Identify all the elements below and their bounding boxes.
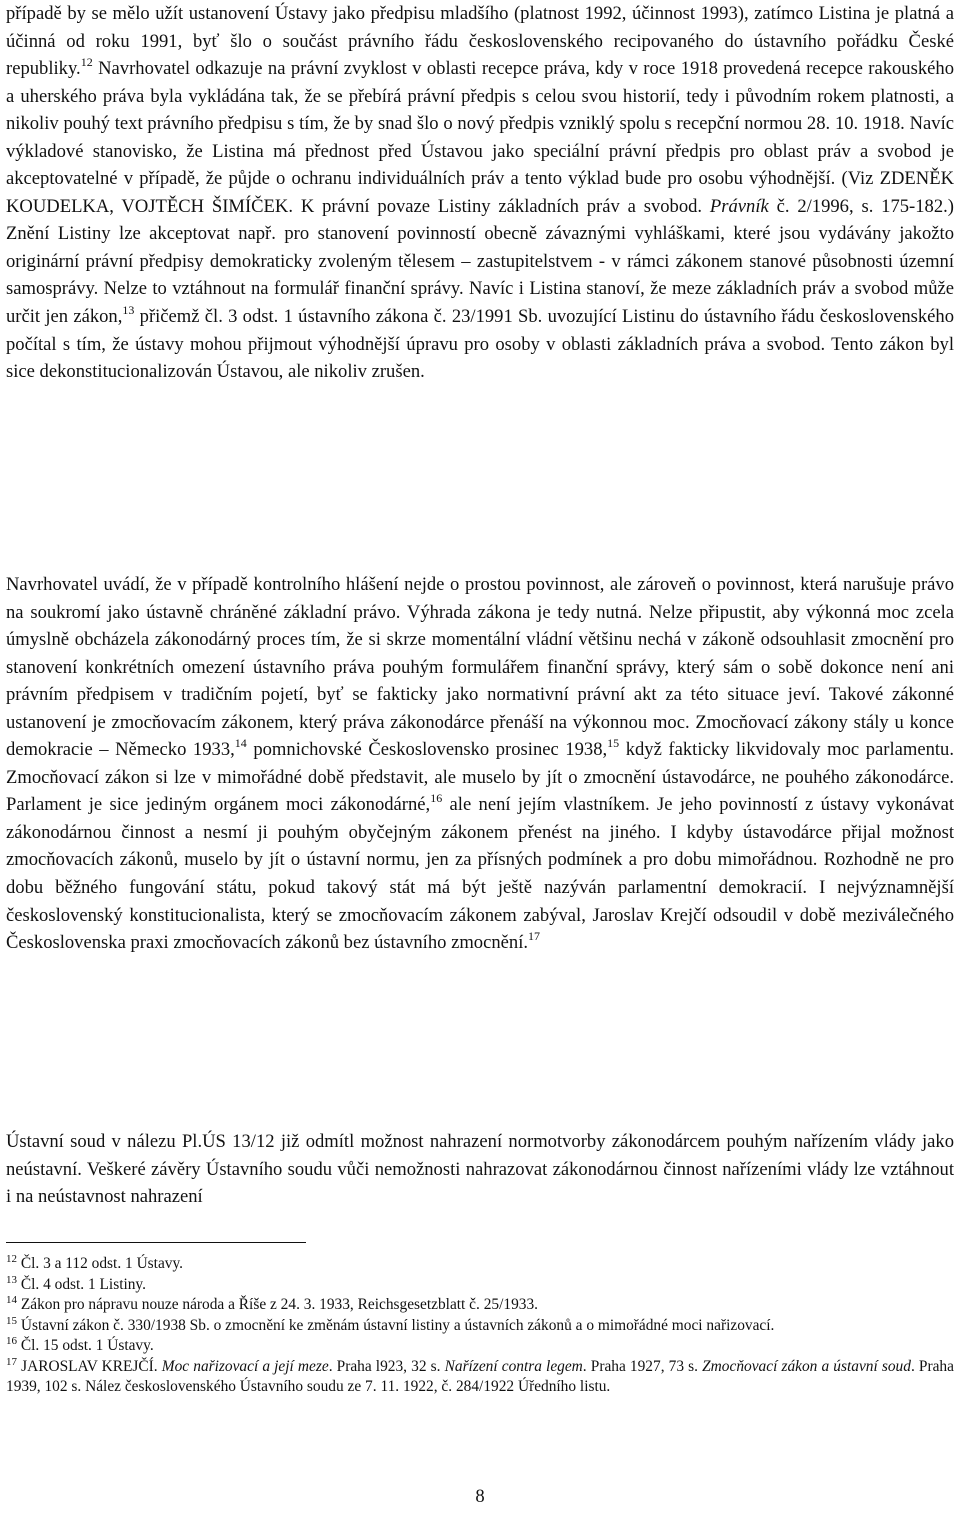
footnote-ref-13[interactable]: 13 [122,303,135,318]
paragraph-text: Ústavní soud v nálezu Pl.ÚS 13/12 již odmítl možnost nahrazení normotvorby zákonodárcem pouhým nařízením vlády jako neústavní. Veškeré závěry Ústavního soudu vůči nemožnosti nahrazovat zákonodárnou činnost nařízeními vlády lze vztáhnout i na neústavnost nahrazení [6,1131,954,1208]
footnote-number: 17 [6,1355,17,1368]
footnote-ref-17[interactable]: 17 [528,929,541,944]
footnote-number: 14 [6,1294,17,1306]
italic-journal-title: Právník [709,195,769,217]
document-page [6,0,954,1517]
footnote-ref-15[interactable]: 15 [607,736,620,751]
footnotes-section [6,1254,954,1398]
footnote-number: 12 [6,1253,17,1265]
footnote-number: 16 [6,1335,17,1347]
paragraph-text: přičemž čl. 3 odst. 1 ústavního zákona č. 23/1991 Sb. uvozující Listinu do ústavního řádu československého počítal s tím, že ústavy mohou přijmout výhodnější úpravu pro osoby v oblasti základních práva a svobod. Tento zákon byl sice dekonstitucionalizován Ústavou, ale nikoliv zrušen. [6,306,954,383]
footnote-13 [6,1275,954,1296]
body-paragraph-1 [6,0,954,386]
footnote-separator [6,1242,306,1243]
footnote-17 [6,1357,954,1398]
paragraph-text: Navrhovatel uvádí, že v případě kontrolního hlášení nejde o prostou povinnost, ale zároveň o povinnost, která narušuje právo na soukromí jako ústavně chráněné základní právo. Výhrada zákona je tedy nutná. Nelze připustit, aby výkonná moc zcela úmyslně obcházela zákonodárný proces tím, že si skrze momentální vládní většinu nechá v zákoně odsouhlasit zmocnění pro stanovení konkrétních omezení ústavního práva pouhým formulářem finanční správy, který sám o sobě dokonce není ani právním předpisem v tradičním pojetí, byť se fakticky jako normativní právní akt za této situace jeví. Takové zákonné ustanovení je zmocňovacím zákonem, který práva zákonodárce přenáší na výkonnou moc. Zmocňovací zákony stály u konce demokracie – Německo 1933, [6,574,954,761]
paragraph-text: když fakticky likvidovaly moc parlamentu. Zmocňovací zákon si lze v mimořádné době představit, ale muselo by jít o zmocnění ústavodárce, ne pouhého zákonodárce. Parlament je sice jediným orgánem moci zákonodárné, [6,739,955,816]
italic-book-title: Moc nařizovací a její meze [161,1357,329,1375]
paragraph-text: č. 2/1996, s. 175-182.) Znění Listiny lze akceptovat např. pro stanovení povinností obecně závaznými vyhláškami, které jsou vydávány jakožto originární právní předpisy demokraticky zvoleným tělesem – zastupitelstvem - v rámci zákonem stanové působnosti územní samosprávy. Nelze to vztáhnout na formulář finanční správy. Navíc i Listina stanoví, že meze základních práv a svobod může určit jen zákon, [6,195,954,328]
footnote-text: . Praha 1939, 102 s. Nález československého Ústavního soudu ze 7. 11. 1922, č. 284/1922 Úředního listu. [6,1357,954,1395]
paragraph-text: případě by se mělo užít ustanovení Ústavy jako předpisu mladšího (platnost 1992, účinnost 1993), zatímco Listina je platná a účinná od roku 1991, byť šlo o součást právního řádu československého recipovaného do ústavního pořádku České republiky. [6,3,954,80]
page-number: 8 [475,1486,485,1507]
footnote-number: 15 [6,1314,17,1327]
body-paragraph-2 [6,571,954,957]
footnote-text: . Praha 1927, 73 s. [582,1357,703,1375]
footnote-number: 13 [6,1273,17,1286]
paragraph-text: Navrhovatel odkazuje na právní zvyklost v oblasti recepce práva, kdy v roce 1918 provedená recepce rakouského a uherského práva byla vykládána tak, že se přebírá právní předpis s celou svou historií, tedy i původním rokem platnosti, a nikoliv pouhý text právního předpisu s tím, že by snad šlo o nový předpis vzniklý spolu s recepční normou 28. 10. 1918. Navíc výkladové stanovisko, že Listina má přednost před Ústavou jako speciální právní předpis pro oblast práv a svobod je akceptovatelné v případě, že půjde o ochranu individuálních práv a tento výklad bude pro osobu výhodnější. (Viz ZDENĚK KOUDELKA, VOJTĚCH ŠIMÍČEK. K právní povaze Listiny základních práv a svobod. [6,58,954,217]
footnote-text: Čl. 3 a 112 odst. 1 Ústavy. [17,1255,184,1272]
footnote-text: Zákon pro nápravu nouze národa a Říše z 24. 3. 1933, Reichsgesetzblatt č. 25/1933. [17,1296,538,1313]
footnote-ref-16[interactable]: 16 [430,791,443,806]
footnote-text: JAROSLAV KREJČÍ. [17,1357,162,1375]
body-paragraph-3 [6,1128,954,1211]
footnote-12 [6,1254,954,1275]
footnote-text: . Praha l923, 32 s. [328,1357,445,1375]
footnote-text: Čl. 4 odst. 1 Listiny. [17,1275,146,1293]
footnote-ref-14[interactable]: 14 [234,736,247,751]
footnote-16 [6,1336,954,1357]
footnote-14 [6,1295,954,1316]
paragraph-text: ale není jejím vlastníkem. Je jeho povinností z ústavy vykonávat zákonodárnou činnost a nesmí ji pouhým obyčejným zákonem přenést na jiného. I kdyby ústavodárce přijal možnost zmocňovacích zákonů, muselo by jít o ústavní normu, jen za přísných podmínek a pro dobu mimořádnou. Rozhodně ne pro dobu běžného fungování státu, pokud takový stát má být ještě nazýván parlamentní demokracií. I nejvýznamnější československý konstitucionalista, který se zmocňovacím zákonem zabýval, Jaroslav Krejčí odsoudil v době meziválečného Československa praxi zmocňovacích zákonů bez ústavního zmocnění. [6,794,954,954]
footnote-text: Ústavní zákon č. 330/1938 Sb. o zmocnění ke změnám ústavní listiny a ústavních zákonů a o mimořádné moci nařizovací. [17,1316,775,1334]
footnote-15 [6,1316,954,1337]
italic-book-title: Zmocňovací zákon a ústavní soud [702,1357,911,1375]
footnote-text: Čl. 15 odst. 1 Ústavy. [17,1337,154,1354]
footnote-ref-12[interactable]: 12 [80,55,93,70]
italic-book-title: Nařízení contra legem [444,1357,583,1375]
paragraph-text: pomnichovské Československo prosinec 1938, [246,739,608,761]
